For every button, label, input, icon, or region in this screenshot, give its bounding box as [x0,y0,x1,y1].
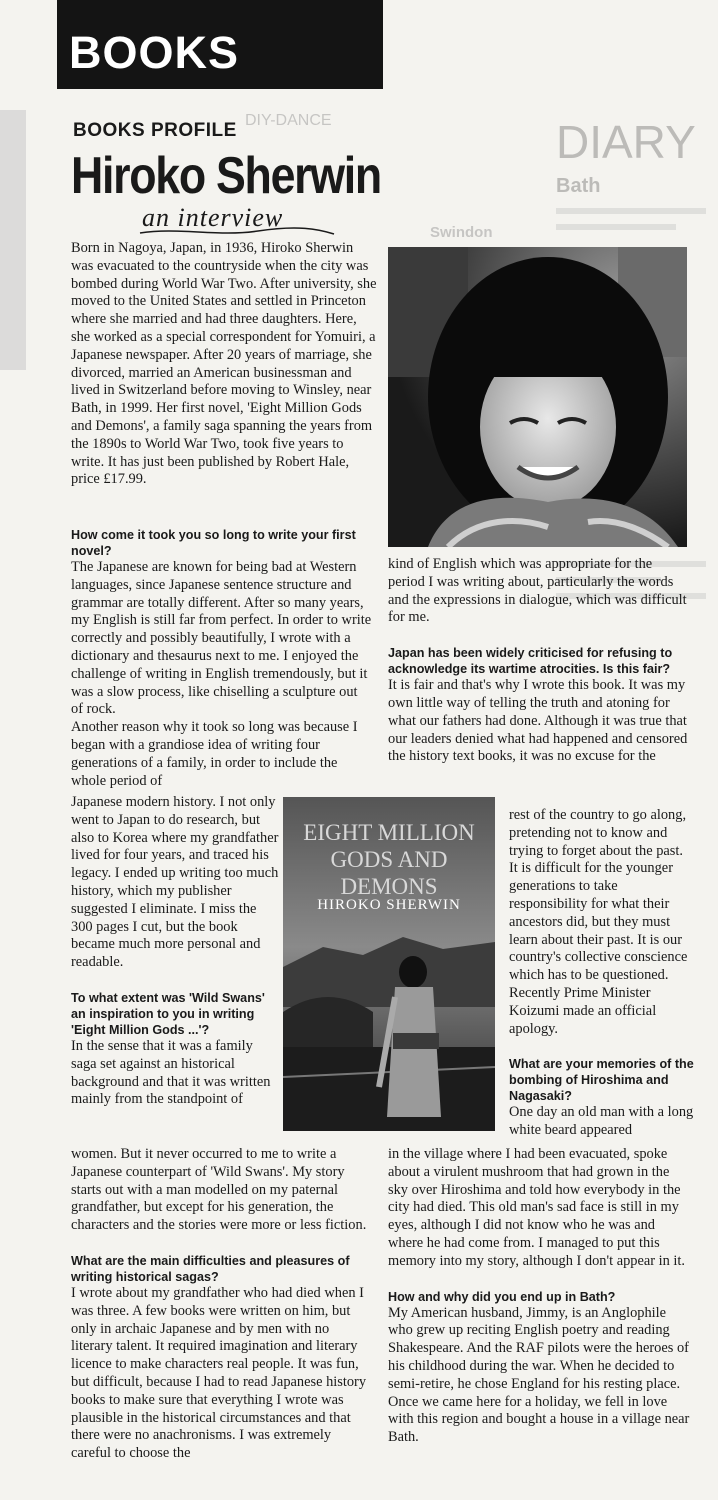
book-cover-title [283,819,495,900]
answer-3-continued: kind of English which was appropriate for the period I was writing about, particularly the words and the expressions in dialogue, which was difficult for me. [388,556,687,626]
right-column-top [388,556,690,766]
ghost-swindon: Swindon [430,224,493,241]
question-5: What are your memories of the bombing of Hiroshima and Nagasaki? [509,1057,694,1104]
intro-paragraph [71,240,379,489]
section-banner [57,0,383,89]
subtitle-script: an interview [142,203,284,232]
book-cover-author: HIROKO SHERWIN [317,897,461,913]
ghost-diy: DIY-DANCE [245,112,332,129]
ghost-diary: DIARY [556,116,696,168]
answer-3: I wrote about my grandfather who had died when I was three. A few books were written on him, but only in archaic Japanese and by men with no literary talent. It required imagination and literary licence to make characters real people. It was fun, but difficult, because I had to read Japanese history books to make sure that everything I wrote was plausible in the historical circumstances and that there were no anachronisms. I was extremely careful to choose the [71,1284,367,1462]
answer-5b: in the village where I had been evacuated, spoke about a virulent mushroom that had grown in the sky over Hiroshima and told how everybody in the city had died. This old man's sad face is still in my eyes, although I did not know who he was and where he had come from. I managed to put this memory into my story, although I don't appear in it. [388,1146,686,1269]
right-column-wrap [509,807,694,1140]
question-3: What are the main difficulties and pleasures of writing historical sagas? [71,1253,350,1284]
left-column-wrap [71,794,279,1109]
headline-name: Hiroko Sherwin [71,147,381,205]
question-6: How and why did you end up in Bath? [388,1289,616,1304]
cover-title-line1: EIGHT MILLION [303,820,475,845]
answer-4a: It is fair and that's why I wrote this book. It was my own little way of telling the truth and atoning for what our fathers had done. Although it was true that our leaders denied what had happened and censored the history text books, it was no excuse for the [388,677,688,765]
answer-1b: Another reason why it took so long was because I began with a grandiose idea of writing four generations of a family, in order to include the whole period of [71,719,358,789]
kicker: BOOKS PROFILE [73,120,237,141]
book-cover-image [283,797,495,1131]
answer-6: My American husband, Jimmy, is an Anglophile who grew up reciting English poetry and reading Shakespeare. And the RAF pilots were the heroes of his childhood during the war. When he decided to semi-retire, he chose England for his resting place. Once we came here for a holiday, we fell in love with this region and bought a house in a village near Bath. [388,1304,690,1446]
right-column-bottom [388,1146,690,1447]
answer-4b: rest of the country to go along, pretending not to know and trying to forget about the past. It is difficult for the younger generations to take responsibility for what their ancestors did, but they must learn about their past. It is our country's collective conscience which has to be questioned. Recently Prime Minister Koizumi made an official apology. [509,807,688,1037]
author-photo [388,247,687,547]
answer-2a: In the sense that it was a family saga set against an historical background and that it was written mainly from the standpoint of [71,1037,271,1108]
ghost-bath: Bath [556,175,601,197]
question-4: Japan has been widely criticised for refusing to acknowledge its wartime atrocities. Is this fair? [388,646,673,677]
answer-2b: women. But it never occurred to me to write a Japanese counterpart of 'Wild Swans'. My story starts out with a man modelled on my paternal grandfather, but except for his generation, the characters and the stories were more or less fiction. [71,1146,367,1234]
answer-1a: The Japanese are known for being bad at Western languages, since Japanese sentence structure and grammar are totally different. After so many years, my English is still far from perfect. In order to write correctly and possibly beautifully, I wrote with a dictionary and thesaurus next to me. I enjoyed the challenge of writing in English tremendously, but it was a slow process, like chiselling a sculpture out of rock. [71,559,372,718]
answer-1c: Japanese modern history. I not only went to Japan to do research, but also to Korea where my grandfather lived for four years, and traced his legacy. I ended up writing too much history, which my publisher suggested I eliminate. I miss the 300 pages I cut, but the book became much more personal and readable. [71,794,279,971]
adjacent-page-strip [0,110,26,370]
left-column-bottom [71,1146,371,1463]
question-2: To what extent was 'Wild Swans' an inspiration to you in writing 'Eight Million Gods ...'? [71,990,265,1037]
underline-flourish [138,225,338,239]
cover-title-line2: GODS AND DEMONS [330,847,448,899]
left-column-top [71,527,373,790]
answer-5a: One day an old man with a long white beard appeared [509,1104,694,1139]
intro-text: Born in Nagoya, Japan, in 1936, Hiroko Sherwin was evacuated to the countryside when the city was bombed during World War Two. After university, she moved to the United States and settled in Princeton where she married and had three daughters. Here, she worked as a special correspondent for Yomuiri, a Japanese newspaper. After 20 years of marriage, she divorced, married an American businessman and lived in Switzerland before moving to Winsley, near Bath, in 1999. Her first novel, 'Eight Million Gods and Demons', a family saga spanning the years from the 1890s to World War Two, took five years to write. It has just been published by Robert Hale, price £17.99. [71,240,377,488]
question-1: How come it took you so long to write your first novel? [71,528,356,558]
section-title: BOOKS [69,27,240,78]
